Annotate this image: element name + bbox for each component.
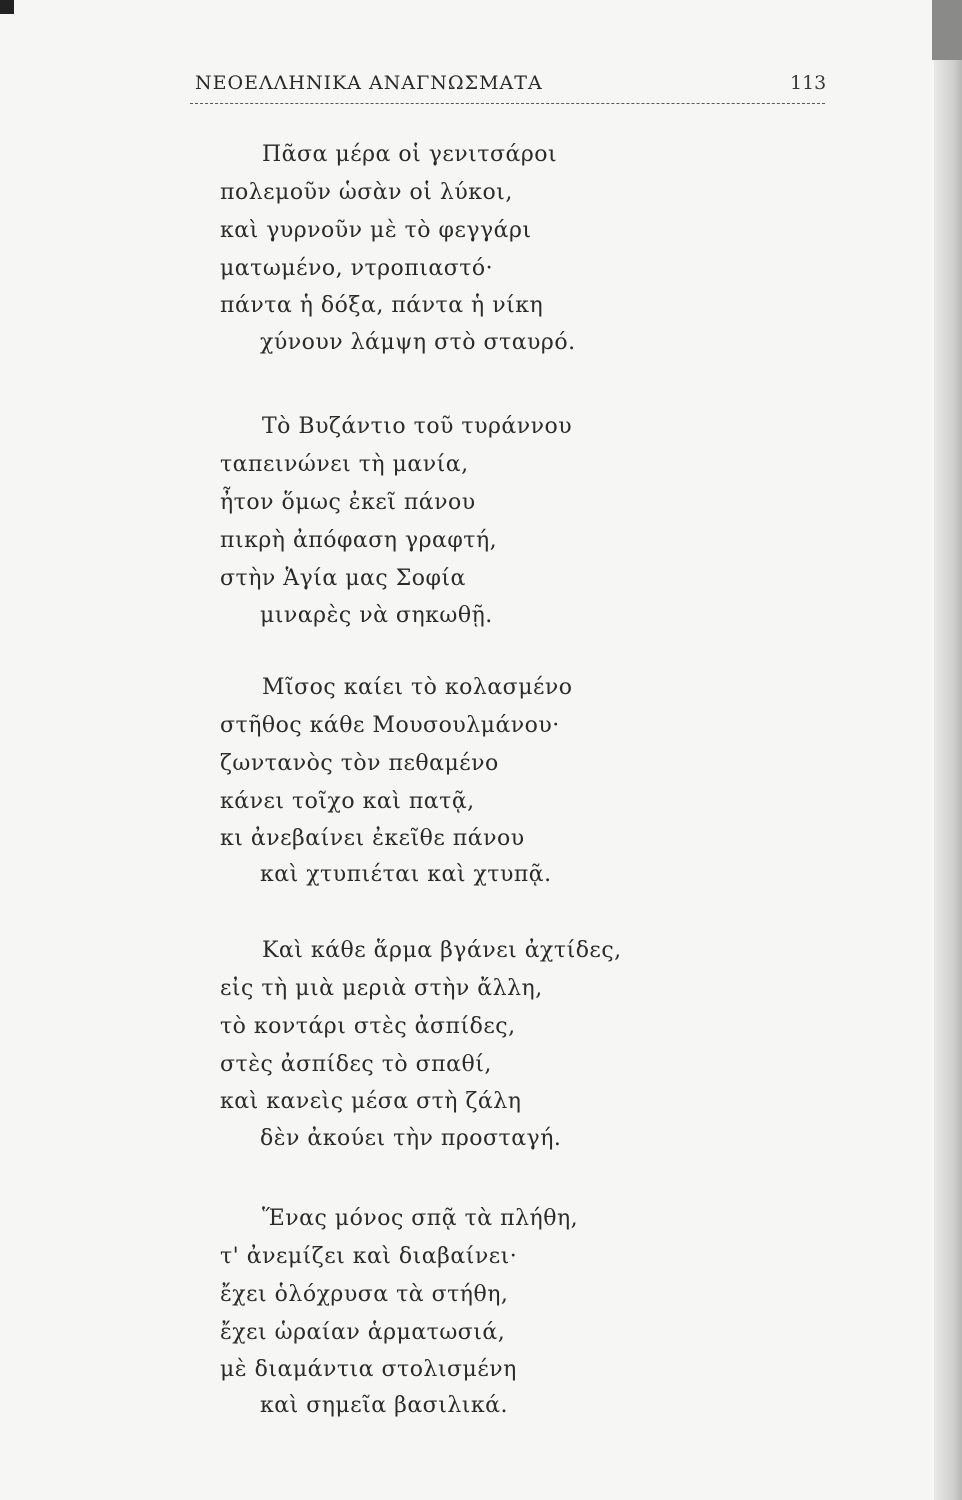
scan-border-right-top	[932, 0, 962, 60]
poem-line: εἰς τὴ μιὰ μεριὰ στὴν ἄλλη,	[220, 976, 543, 1001]
poem-line: καὶ κανεὶς μέσα στὴ ζάλη	[220, 1089, 522, 1114]
poem-line: κι ἀνεβαίνει ἐκεῖθε πάνου	[220, 826, 525, 851]
header-rule	[190, 103, 825, 104]
poem-line: καὶ χτυπιέται καὶ χτυπᾷ.	[260, 862, 552, 887]
poem-line: ζωντανὸς τὸν πεθαμένο	[220, 751, 499, 776]
poem-line: πάντα ἡ δόξα, πάντα ἡ νίκη	[220, 293, 544, 318]
poem-line: ματωμένο, ντροπιαστό·	[220, 256, 494, 281]
poem-line: ἔχει ὡραίαν ἁρματωσιά,	[220, 1320, 506, 1345]
poem-line: τ' ἀνεμίζει καὶ διαβαίνει·	[220, 1244, 518, 1269]
poem-line: Ἕνας μόνος σπᾷ τὰ πλήθη,	[262, 1206, 579, 1231]
poem-line: τὸ κοντάρι στὲς ἀσπίδες,	[220, 1014, 516, 1039]
scan-border-right	[934, 0, 962, 1500]
page-number: 113	[790, 72, 827, 94]
scan-border-corner	[0, 0, 14, 14]
poem-line: μιναρὲς νὰ σηκωθῇ.	[260, 603, 493, 628]
poem-line: Καὶ κάθε ἅρμα βγάνει ἀχτίδες,	[262, 938, 622, 963]
poem-line: ἔχει ὁλόχρυσα τὰ στήθη,	[220, 1282, 509, 1307]
poem-line: κάνει τοῖχο καὶ πατᾷ,	[220, 789, 475, 814]
poem-line: στὴν Ἁγία μας Σοφία	[220, 566, 466, 591]
poem-line: Μῖσος καίει τὸ κολασμένο	[262, 675, 573, 700]
poem-line: καὶ γυρνοῦν μὲ τὸ φεγγάρι	[220, 218, 532, 243]
poem-line: πικρὴ ἀπόφαση γραφτή,	[220, 528, 498, 553]
poem-line: στῆθος κάθε Μουσουλμάνου·	[220, 713, 560, 738]
poem-line: καὶ σημεῖα βασιλικά.	[260, 1393, 508, 1418]
poem-line: στὲς ἀσπίδες τὸ σπαθί,	[220, 1052, 492, 1077]
poem-line: μὲ διαμάντια στολισμένη	[220, 1357, 517, 1382]
poem-line: χύνουν λάμψη στὸ σταυρό.	[260, 330, 576, 355]
poem-line: Πᾶσα μέρα οἱ γενιτσάροι	[262, 142, 558, 167]
poem-line: ἦτον ὅμως ἐκεῖ πάνου	[220, 490, 476, 515]
poem-line: Τὸ Βυζάντιο τοῦ τυράννου	[262, 414, 573, 439]
poem-line: δὲν ἀκούει τὴν προσταγή.	[260, 1126, 562, 1151]
poem-line: ταπεινώνει τὴ μανία,	[220, 452, 469, 477]
running-title: ΝΕΟΕΛΛΗΝΙΚΑ ΑΝΑΓΝΩΣΜΑΤΑ	[195, 72, 543, 94]
poem-line: πολεμοῦν ὡσὰν οἱ λύκοι,	[220, 180, 513, 205]
